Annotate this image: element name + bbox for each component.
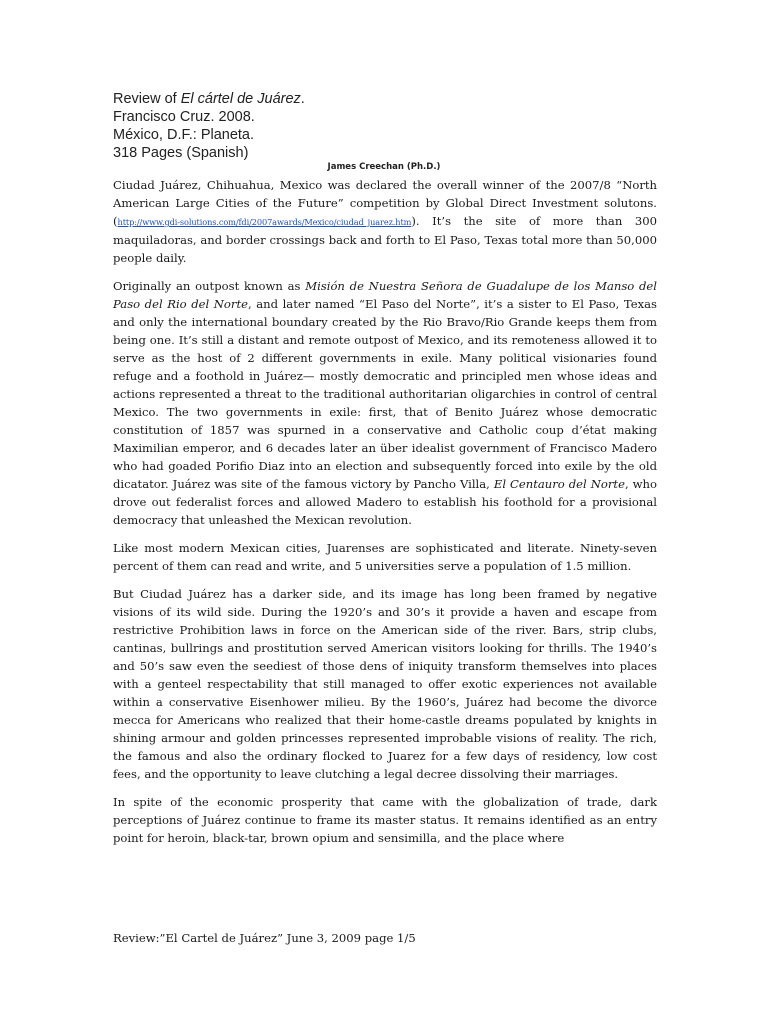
paragraph-2-text-b: , and later named “El Paso del Norte”, it’s a sister to El Paso, Texas and only the international boundary created by the Rio Bravo/Rio Grande keeps them from being one. It’s still a distant and remote outpost of Mexico, and its remoteness allowed it to serve as the host of 2 different governments in exile. Many political visionaries found refuge and a foothold in Juárez— mostly democratic and principled men whose ideas and actions represented a threat to the traditional authoritarian oligarchies in control of central Mexico. The two governments in exile: first, that of Benito Juárez whose democratic constitution of 1857 was spurned in a conservative and Catholic coup d’état making Maximilian emperor, and 6 decades later an über idealist government of Francisco Madero who had goaded Porifio Diaz into an election and subsequently forced into exile by the old dicatator. Juárez was site of the famous victory by Pancho Villa, xyxy=(113,297,657,491)
review-prefix: Review of xyxy=(113,91,181,107)
paragraph-1-text-a: Ciudad Juárez, Chihuahua, Mexico was declared the overall winner of the 2007/8 “North American Large Cities of the Future” competition by Global Direct Investment solutons. ( xyxy=(113,178,657,228)
centauro-italic: El Centauro del Norte xyxy=(493,477,625,491)
book-author-year: Francisco Cruz. 2008. xyxy=(113,109,255,125)
book-title: El cártel de Juárez xyxy=(180,91,301,107)
paragraph-4: But Ciudad Juárez has a darker side, and its image has long been framed by negative visions of its wild side. During the 1920’s and 30’s it provide a haven and escape from restrictive Prohibition laws in force on the American side of the river. Bars, strip clubs, cantinas, bullrings and prostitution served American visitors looking for thrills. The 1940’s and 50’s saw even the seediest of those dens of iniquity transform themselves into places with a genteel respectability that still managed to offer exotic experiences not available within a conservative Eisenhower milieu. By the 1960’s, Juárez had become the divorce mecca for Americans who realized that their home-castle dreams populated by knights in shining armour and golden princesses represented improbable visions of reality. The rich, the famous and also the ordinary flocked to Juarez for a few days of residency, low cost fees, and the opportunity to leave clutching a legal decree dissolving their marriages. xyxy=(113,587,657,781)
reviewer-name: James Creechan (Ph.D.) xyxy=(327,162,441,172)
paragraph-2-text-a: Originally an outpost known as xyxy=(113,279,306,293)
review-header xyxy=(113,90,305,162)
paragraph-1 xyxy=(113,176,657,267)
review-body xyxy=(113,176,657,857)
paragraph-1-text-b: ). It’s the site of more than 300 maquiladoras, and border crossings back and forth to El Paso, Texas total more than 50,000 people daily. xyxy=(113,214,657,265)
paragraph-2 xyxy=(113,277,657,529)
paragraph-3: Like most modern Mexican cities, Juarenses are sophisticated and literate. Ninety-seven percent of them can read and write, and 5 universities serve a population of 1.5 million. xyxy=(113,541,657,573)
paragraph-2-text-c: , who drove out federalist forces and allowed Madero to establish his foothold for a provisional democracy that unleashed the Mexican revolution. xyxy=(113,477,657,527)
title-suffix: . xyxy=(300,91,305,107)
review-title-line xyxy=(113,90,305,108)
page-footer: Review:”El Cartel de Juárez” June 3, 2009 page 1/5 xyxy=(113,931,416,945)
paragraph-5: In spite of the economic prosperity that came with the globalization of trade, dark perceptions of Juárez continue to frame its master status. It remains identified as an entry point for heroin, black-tar, brown opium and sensimilla, and the place where xyxy=(113,795,657,845)
mission-name-italic: Misión de Nuestra Señora de Guadalupe de los Manso del Paso del Rio del Norte xyxy=(113,279,657,311)
book-publisher: México, D.F.: Planeta. xyxy=(113,127,255,143)
book-pages: 318 Pages (Spanish) xyxy=(113,145,249,161)
gdi-solutions-link[interactable]: http://www.gdi-solutions.com/fdi/2007awards/Mexico/ciudad_juarez.htm xyxy=(117,217,412,227)
